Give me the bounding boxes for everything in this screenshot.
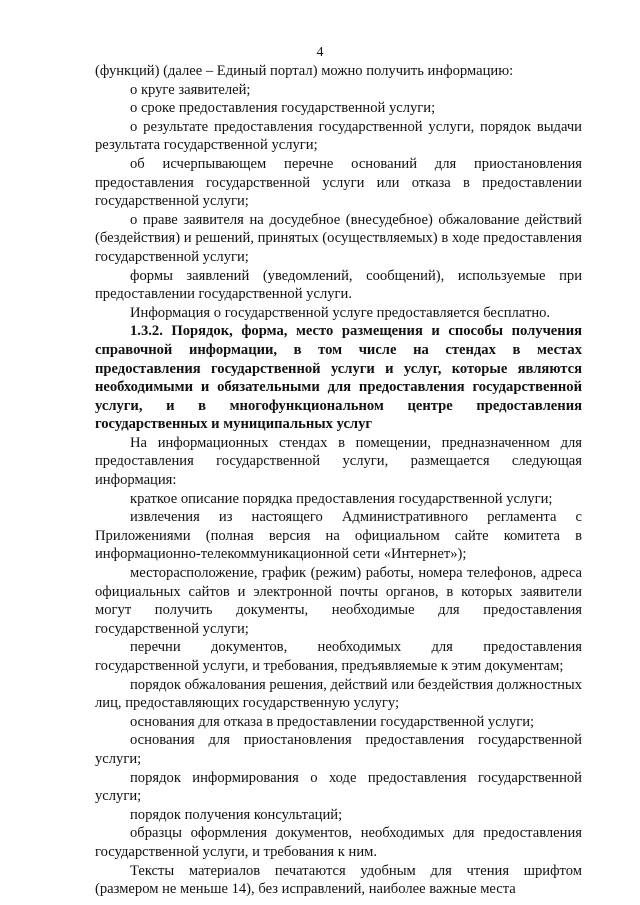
paragraph: На информационных стендах в помещении, предназначенном для предоставления государственной услуги, размещается следующая информация:: [95, 434, 582, 489]
paragraph: порядок информирования о ходе предоставления государственной услуги;: [95, 769, 582, 805]
paragraph: формы заявлений (уведомлений, сообщений), используемые при предоставлении государственной услуги.: [95, 267, 582, 303]
paragraph: о круге заявителей;: [130, 81, 251, 98]
paragraph: о праве заявителя на досудебное (внесудебное) обжалование действий (бездействия) и решений, принятых (осуществляемых) в ходе предоставления государственной услуги;: [95, 211, 582, 265]
paragraph: (функций) (далее – Единый портал) можно получить информацию:: [95, 63, 514, 79]
paragraph: месторасположение, график (режим) работы, номера телефонов, адреса официальных сайтов и электронной почты органов, в которых заявители могут получить документы, необходимые для предоставления государственной услуги;: [95, 565, 582, 637]
section-heading: 1.3.2. Порядок, форма, место размещения и способы получения справочной информации, в том числе на стендах в местах предоставления государственной услуги и услуг, которые являются необходимыми и обязательными для предоставления государственной услуги, и в многофункциональном центре предоставления государственных и муниципальных услуг: [95, 323, 582, 433]
paragraph: извлечения из настоящего Административного регламента с Приложениями (полная версия на официальном сайте комитета в информационно-телекоммуникационной сети «Интернет»);: [95, 509, 582, 563]
paragraph: о сроке предоставления государственной услуги;: [130, 100, 436, 117]
paragraph: об исчерпывающем перечне оснований для приостановления предоставления государственной услуги или отказа в предоставлении государственной услуги;: [95, 155, 582, 210]
paragraph: основания для приостановления предоставления государственной услуги;: [95, 732, 582, 767]
paragraph: порядок получения консультаций;: [130, 806, 343, 823]
paragraph: краткое описание порядка предоставления государственной услуги;: [130, 490, 553, 507]
paragraph: о результате предоставления государственной услуги, порядок выдачи результата государственной услуги;: [95, 118, 582, 154]
paragraph: Информация о государственной услуге предоставляется бесплатно.: [130, 304, 551, 321]
document-body: [95, 62, 582, 899]
paragraph: образцы оформления документов, необходимых для предоставления государственной услуги, и требования к ним.: [95, 825, 582, 860]
paragraph: перечни документов, необходимых для предоставления государственной услуги, и требования, предъявляемые к этим документам;: [95, 639, 582, 674]
paragraph: Тексты материалов печатаются удобным для чтения шрифтом (размером не меньше 14), без исправлений, наиболее важные места: [95, 862, 582, 898]
page-number: 4: [316, 45, 324, 60]
paragraph: основания для отказа в предоставлении государственной услуги;: [130, 713, 535, 730]
paragraph: порядок обжалования решения, действий или бездействия должностных лиц, предоставляющих государственную услугу;: [95, 676, 582, 712]
